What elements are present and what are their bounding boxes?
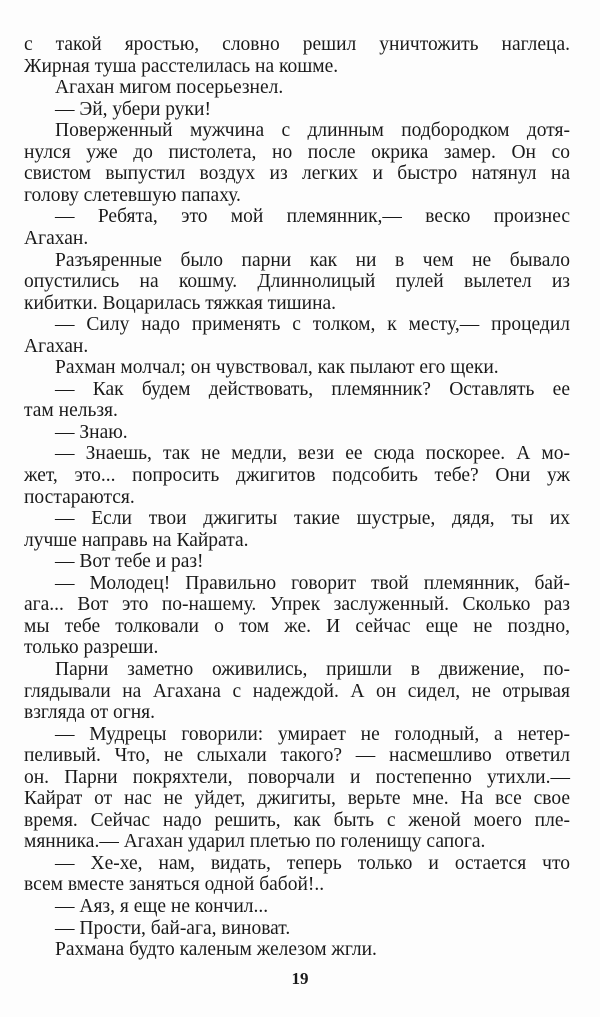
text-line: — Знаю. — [55, 421, 128, 443]
text-line: Жирная туша расстелилась на кошме. — [24, 55, 339, 77]
text-line: пеливый. Что, не слыхали такого? — насмешливо ответил — [24, 745, 570, 767]
text-line: — Если твои джигиты такие шустрые, дядя, ты их — [55, 508, 570, 530]
text-line: — Аяз, я еще не кончил... — [55, 896, 269, 917]
text-line: Парни заметно оживились, пришли в движение, по- — [55, 658, 570, 680]
text-line: там нельзя. — [24, 400, 118, 422]
text-line: свистом выпустил воздух из легких и быстро натянул на — [24, 163, 570, 185]
text-line: — Вот тебе и раз! — [55, 551, 204, 573]
text-line: — Как будем действовать, племянник? Оставлять ее — [55, 378, 570, 400]
text-line: — Мудрецы говорили: умирает не голодный, а нетер- — [55, 723, 570, 745]
text-line: опустились на кошму. Длиннолицый пулей вылетел из — [24, 271, 570, 293]
text-line: с такой яростью, словно решил уничтожить наглеца. — [24, 34, 570, 55]
text-line: только разреши. — [24, 637, 159, 659]
text-line: мы тебе толковали о том же. И сейчас еще не поздно, — [24, 615, 570, 637]
text-line: Кайрат от нас не уйдет, джигиты, верьте мне. На все свое — [24, 788, 570, 810]
page-number: 19 — [291, 969, 309, 988]
text-line: Разъяренные было парни как ни в чем не бывало — [55, 249, 570, 271]
text-line: — Силу надо применять с толком, к месту,— процедил — [55, 314, 570, 336]
text-line: он. Парни покряхтели, поворчали и постепенно утихли.— — [24, 766, 570, 788]
text-line: ага... Вот это по-нашему. Упрек заслуженный. Сколько раз — [24, 594, 570, 616]
text-line: — Знаешь, так не медли, вези ее сюда поскорее. А мо- — [55, 443, 570, 465]
text-line: нулся уже до пистолета, но после окрика замер. Он со — [24, 141, 570, 163]
text-line: мянника.— Агахан ударил плетью по голенищу сапога. — [24, 831, 486, 853]
text-line: голову слетевшую папаху. — [24, 184, 241, 206]
text-line: всем вместе заняться одной бабой!.. — [24, 874, 325, 896]
text-line: время. Сейчас надо решить, как быть с женой моего пле- — [24, 809, 570, 831]
text-line: взгляда от огня. — [24, 702, 155, 724]
text-line: постараются. — [24, 486, 135, 508]
text-line: Поверженный мужчина с длинным подбородком дотя- — [55, 120, 570, 142]
text-line: лучше направь на Кайрата. — [24, 529, 249, 551]
text-line: Агахан мигом посерьезнел. — [55, 77, 284, 99]
text-line: Рахмана будто каленым железом жгли. — [55, 939, 377, 961]
text-line: жет, это... попросить джигитов подсобить тебе? Они уж — [24, 465, 570, 486]
text-line: Рахман молчал; он чувствовал, как пылают его щеки. — [55, 357, 499, 379]
text-line: кибитки. Воцарилась тяжкая тишина. — [24, 292, 337, 314]
text-line: — Ребята, это мой племянник,— веско произнес — [55, 206, 570, 228]
text-line: Агахан. — [24, 335, 89, 357]
text-line: Агахан. — [24, 227, 89, 249]
text-line: — Молодец! Правильно говорит твой племянник, бай- — [55, 572, 570, 594]
text-line: — Хе-хе, нам, видать, теперь только и остается что — [55, 852, 570, 874]
text-line: — Эй, убери руки! — [55, 98, 211, 120]
text-line: глядывали на Агахана с надеждой. А он сидел, не отрывая — [24, 680, 570, 702]
text-line: — Прости, бай-ага, виноват. — [55, 917, 291, 939]
